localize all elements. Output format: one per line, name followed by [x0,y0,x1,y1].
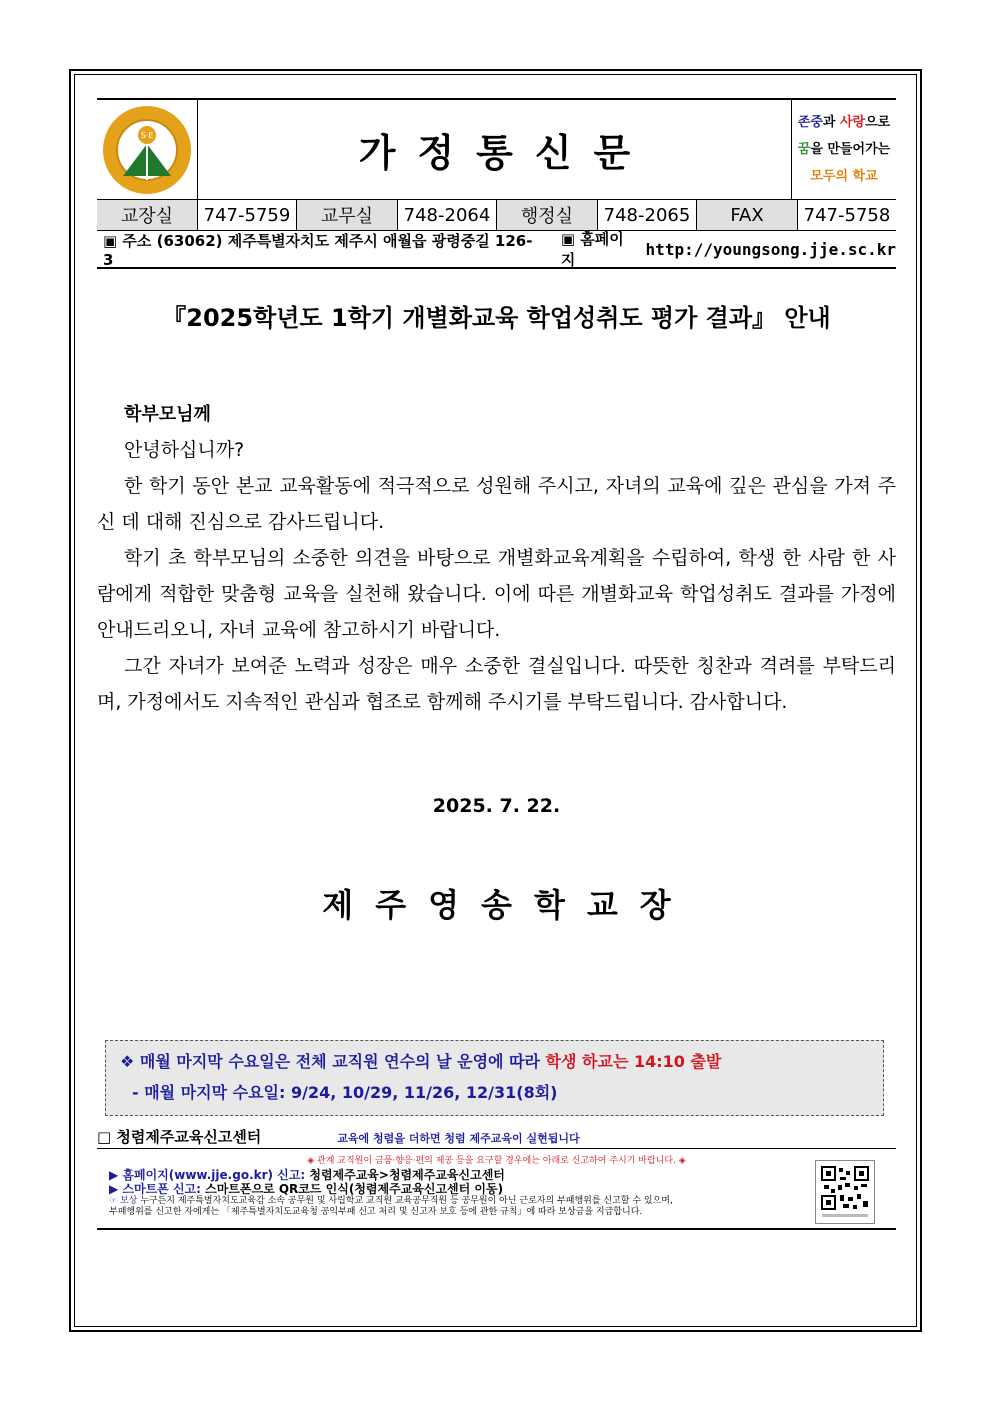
contact-label: FAX [697,200,798,230]
report-warning: ◈ 관계 교직원이 금품·향응·편의 제공 등을 요구할 경우에는 아래로 신고하여 주시기 바랍니다. ◈ [307,1156,686,1166]
page-title: 가정통신문 [358,130,653,175]
logo-center-text: S·E [140,130,154,140]
notice-box [105,1040,884,1116]
qr-code-icon[interactable] [815,1160,875,1224]
report-item-label: ☞ 보상 [109,1196,138,1206]
school-motto: 존중과 사랑으로 꿈을 만들어가는 모두의 학교 [791,100,896,199]
letter-body [97,432,896,720]
document-title: 『2025학년도 1학기 개별화교육 학업성취도 평가 결과』 안내 [162,304,831,332]
notice-dates: - 매월 마지막 수요일: 9/24, 10/29, 11/26, 12/31(8회) [132,1083,558,1102]
report-item-value: 스마트폰으로 QR코드 인식(청렴제주교육신고센터 이동) [200,1182,504,1196]
homepage-label: ▣ 홈페이지 [560,230,624,269]
contact-value: 747-5759 [198,200,297,230]
paragraph: 한 학기 동안 본교 교육활동에 적극적으로 성원해 주시고, 자녀의 교육에 깊은 관심을 가져 주신 데 대해 진심으로 감사드립니다. [97,475,896,533]
report-item-label: ▶ 스마트폰 신고: [109,1182,201,1196]
letter-date: 2025. 7. 22. [432,795,561,817]
notice-line: ❖ 매월 마지막 수요일은 전체 교직원 연수의 날 운영에 따라 [120,1052,546,1071]
address-row [97,231,896,269]
report-item-value: 부패행위를 신고한 자에게는 「제주특별자치도교육청 공익부패 신고 처리 및 신고자 보호 등에 관한 규칙」에 따라 보상금을 지급합니다. [109,1207,643,1217]
report-item-value: 누구든지 제주특별자치도교육감 소속 공무원 및 사립학교 교직원 교육공무직원 등 공무원이 아닌 근로자의 부패행위를 신고할 수 있으며, [137,1196,673,1206]
paragraph: 안녕하십니까? [124,439,245,461]
contact-value: 747-5758 [803,204,891,226]
report-item-value: 청렴제주교육>청렴제주교육신고센터 [305,1168,505,1182]
greeting: 학부모님께 [124,404,211,425]
contact-label: 교무실 [297,200,398,230]
address: ▣ 주소 (63062) 제주특별자치도 제주시 애월읍 광령중길 126-3 [103,231,533,269]
report-slogan: 교육에 청렴을 더하면 청렴 제주교육이 실현됩니다 [337,1132,580,1145]
report-title: □ 청렴제주교육신고센터 [97,1128,262,1146]
notice-highlight: 학생 하교는 14:10 출발 [545,1052,722,1071]
contact-row [97,200,896,231]
contact-value: 748-2064 [398,200,497,230]
paragraph: 그간 자녀가 보여준 노력과 성장은 매우 소중한 결실입니다. 따뜻한 칭찬과 격려를 부탁드리며, 가정에서도 지속적인 관심과 협조로 함께해 주시기를 부탁드립니다. 감사합니다. [97,655,896,713]
letterhead [97,98,896,269]
report-center [97,1126,896,1230]
school-logo [97,100,198,199]
contact-label: 행정실 [497,200,598,230]
contact-label: 교장실 [97,200,198,230]
signature: 제주영송학교장 [322,886,693,924]
homepage-link[interactable]: http://youngsong.jje.sc.kr [645,239,896,259]
contact-value: 748-2065 [598,200,697,230]
report-item-label: ▶ 홈페이지(www.jje.go.kr) 신고: [109,1168,306,1182]
paragraph: 학기 초 학부모님의 소중한 의견을 바탕으로 개별화교육계획을 수립하여, 학생 한 사람 한 사람에게 적합한 맞춤형 교육을 실천해 왔습니다. 이에 따른 개별화교육 학업성취도 결과를 가정에 안내드리오니, 자녀 교육에 참고하시기 바랍니다. [97,547,896,641]
